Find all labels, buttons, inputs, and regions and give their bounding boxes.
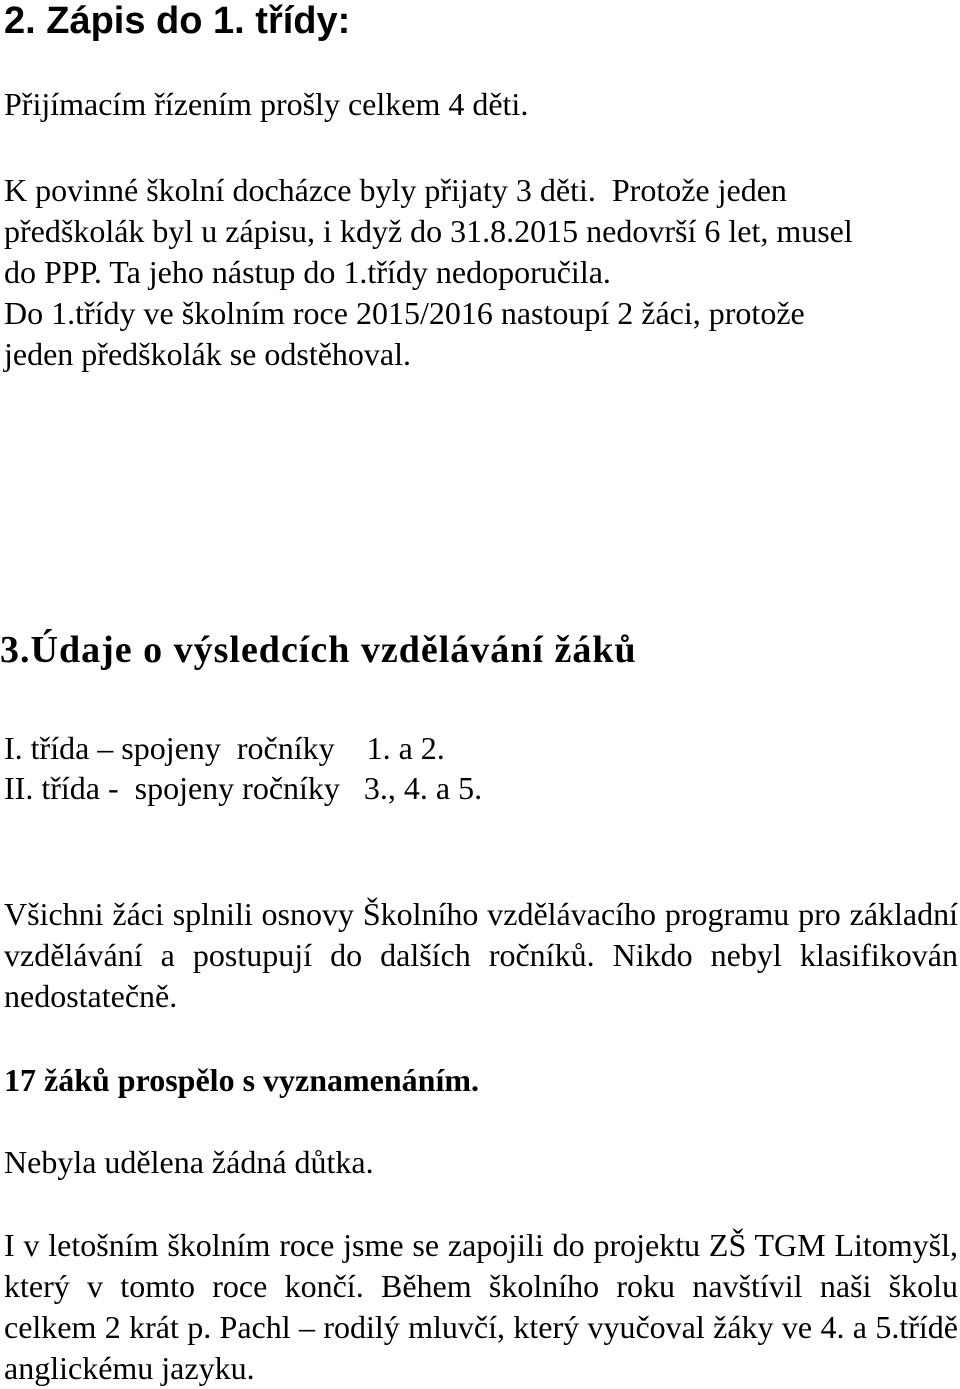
enrollment-line: předškolák byl u zápisu, i když do 31.8.2015 nedovrší 6 let, musel (4, 213, 853, 249)
enrollment-line: K povinné školní docházce byly přijaty 3 děti. Protože jeden (4, 172, 787, 208)
honors-statement: 17 žáků prospělo s vyznamenáním. (4, 1062, 480, 1098)
admission-paragraph: Přijímacím řízením prošly celkem 4 děti. (4, 86, 529, 122)
enrollment-line: Do 1.třídy ve školním roce 2015/2016 nastoupí 2 žáci, protože (4, 295, 805, 331)
reprimand-statement: Nebyla udělena žádná důtka. (4, 1144, 374, 1180)
class-list (4, 728, 958, 808)
class-line-2: II. třída - spojeny ročníky 3., 4. a 5. (4, 770, 483, 806)
results-paragraph: Všichni žáci splnili osnovy Školního vzdělávacího programu pro základní vzdělávání a postupují do dalších ročníků. Nikdo nebyl klasifikován nedostatečně. (4, 896, 958, 1014)
enrollment-paragraph (4, 170, 958, 375)
enrollment-line: do PPP. Ta jeho nástup do 1.třídy nedoporučila. (4, 254, 611, 290)
class-line-1: I. třída – spojeny ročníky 1. a 2. (4, 730, 445, 766)
project-paragraph: I v letošním školním roce jsme se zapojili do projektu ZŠ TGM Litomyšl, který v tomto roce končí. Během školního roku navštívil naši školu celkem 2 krát p. Pachl – rodilý mluvčí, který vyučoval žáky ve 4. a 5.třídě anglickému jazyku. (4, 1227, 958, 1386)
enrollment-line: jeden předškolák se odstěhoval. (4, 336, 411, 372)
section-3-heading: 3.Údaje o výsledcích vzdělávání žáků (0, 629, 637, 671)
section-2-heading: 2. Zápis do 1. třídy: (4, 0, 351, 42)
